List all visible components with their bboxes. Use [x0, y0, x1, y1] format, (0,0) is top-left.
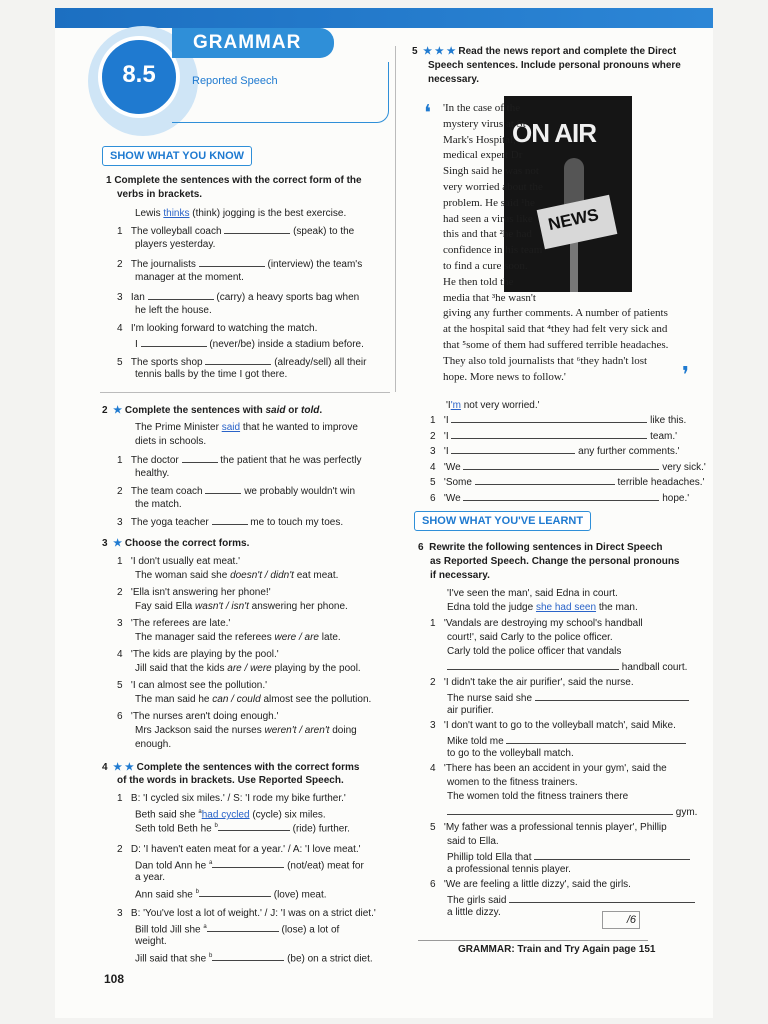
report-line: He then told the [443, 275, 514, 288]
report-line: confidence in his team [443, 244, 543, 257]
ex6-item-1-q2: court!', said Carly to the police officer. [447, 632, 613, 643]
ex6-item-2-l1: The nurse said she [447, 690, 689, 705]
blank[interactable] [182, 452, 218, 463]
section-show-what-you-know: SHOW WHAT YOU KNOW [102, 146, 252, 166]
blank[interactable] [212, 514, 248, 525]
ex5-title: 5 ★ ★ ★ Read the news report and complete the Direct [412, 46, 677, 57]
ex4-item-1-line2: Seth told Beth he $^b$ (ride) further. [135, 820, 350, 835]
section-divider [100, 392, 390, 393]
report-line: medical expert Dr [443, 149, 523, 162]
ex3-item-5: The man said he can / could almost see the pollution. [135, 694, 372, 705]
ex2-example-cont: diets in schools. [135, 436, 207, 447]
blank[interactable] [205, 483, 241, 494]
ex3-item-2-quote: 2 'Ella isn't answering her phone!' [117, 587, 271, 598]
blank[interactable] [148, 289, 214, 300]
ex6-item-5-q2: said to Ella. [447, 836, 499, 847]
ex5-item: 6 'We hope.' [430, 490, 708, 505]
ex6-item-6-q1: 6 'We are feeling a little dizzy', said the girls. [430, 879, 631, 890]
ex6-example: Edna told the judge she had seen the man. [447, 602, 638, 613]
ex5-item: 2 'I team.' [430, 428, 708, 443]
ex4-item-2-line2: Ann said she $^b$ (love) meat. [135, 886, 327, 901]
ex6-title-2: as Reported Speech. Change the personal pronouns [430, 556, 680, 567]
ex1-item-4-cont: I (never/be) inside a stadium before. [135, 336, 364, 351]
ex6-item-3-q1: 3 'I don't want to go to the volleyball match', said Mike. [430, 720, 676, 731]
blank[interactable] [212, 857, 284, 868]
ex1-item-2: 2 The journalists (interview) the team's [117, 256, 362, 271]
blank[interactable] [447, 804, 673, 815]
blank[interactable] [535, 690, 689, 701]
blank[interactable] [509, 892, 695, 903]
ex4-item-3-line1: Bill told Jill she $^a$ (lose) a lot of [135, 921, 339, 936]
report-line: problem. He said ¹he [443, 196, 535, 209]
ex2-title: 2 ★ Complete the sentences with said or told. [102, 405, 323, 416]
page-title: GRAMMAR [193, 32, 302, 53]
footer-divider [418, 940, 648, 941]
ex4-item-3-quote: 3 B: 'You've lost a lot of weight.' / J: 'I was on a strict diet.' [117, 908, 376, 919]
ex6-item-6-l1: The girls said [447, 892, 695, 907]
column-divider [395, 46, 396, 392]
ex1-item-3: 3 Ian (carry) a heavy sports bag when [117, 289, 359, 304]
report-line: media that ³he wasn't [443, 291, 536, 304]
blank[interactable] [218, 820, 290, 831]
ex4-item-2-line1: Dan told Ann he $^a$ (not/eat) meat for [135, 857, 364, 872]
ex5-item: 3 'I any further comments.' [430, 443, 708, 458]
ex3-title: 3 ★ Choose the correct forms. [102, 538, 250, 549]
report-line: 'In the case of the [443, 102, 521, 114]
report-line: Mark's Hospital, [443, 133, 516, 146]
blank[interactable] [463, 490, 659, 501]
blank[interactable] [451, 428, 647, 439]
blank[interactable] [199, 886, 271, 897]
score-box[interactable]: /6 [602, 911, 640, 929]
ex3-item-5-quote: 5 'I can almost see the pollution.' [117, 680, 268, 691]
blank[interactable] [506, 733, 686, 744]
ex2-example: The Prime Minister said that he wanted to improve [135, 422, 358, 433]
ex6-item-4-q2: women to the fitness trainers. [447, 777, 578, 788]
footer-reference: GRAMMAR: Train and Try Again page 151 [458, 944, 656, 955]
ex1-item-1-cont: players yesterday. [135, 239, 216, 250]
ex3-item-6-cont: enough. [135, 739, 172, 750]
blank[interactable] [224, 223, 290, 234]
blank[interactable] [141, 336, 207, 347]
report-line: this and that ²he had [443, 228, 532, 241]
section-show-what-youve-learnt: SHOW WHAT YOU'VE LEARNT [414, 511, 591, 531]
ex5-item: 4 'We very sick.' [430, 459, 708, 474]
choice[interactable]: are / were [227, 663, 272, 674]
top-color-bar [55, 8, 713, 28]
blank[interactable] [447, 659, 619, 670]
ex6-item-5-l2: a professional tennis player. [447, 864, 571, 875]
ex3-item-3: The manager said the referees were / are late. [135, 632, 341, 643]
ex2-item-1-cont: healthy. [135, 468, 170, 479]
choice[interactable]: wasn't / isn't [195, 601, 249, 612]
ex6-item-6-l2: a little dizzy. [447, 907, 501, 918]
page-number: 108 [104, 972, 125, 986]
ex6-item-5-l1: Phillip told Ella that [447, 849, 690, 864]
ex3-item-1-quote: 1 'I don't usually eat meat.' [117, 556, 241, 567]
ex3-item-6: Mrs Jackson said the nurses weren't / aren't doing [135, 725, 357, 736]
ex3-item-4-quote: 4 'The kids are playing by the pool.' [117, 649, 279, 660]
report-line: Singh said he was not [443, 165, 539, 178]
report-line: They also told journalists that ⁶they hadn't lost [443, 354, 648, 367]
ex6-item-3-l2: to go to the volleyball match. [447, 748, 574, 759]
blank[interactable] [534, 849, 690, 860]
ex5-item: 5 'Some terrible headaches.' [430, 474, 708, 489]
ex2-item-3: 3 The yoga teacher me to touch my toes. [117, 514, 343, 529]
ex3-item-3-quote: 3 'The referees are late.' [117, 618, 231, 629]
report-line: mystery virus at St [443, 117, 526, 130]
ex6-item-3-l1: Mike told me [447, 733, 686, 748]
ex4-item-2-cont: a year. [135, 872, 166, 883]
ex2-item-2-cont: the match. [135, 499, 182, 510]
ex1-item-3-cont: he left the house. [135, 305, 212, 316]
report-line: very worried about the [443, 181, 543, 193]
choice[interactable]: doesn't / didn't [230, 570, 294, 581]
ex1-item-1: 1 The volleyball coach (speak) to the [117, 223, 354, 238]
ex1-example: Lewis thinks (think) jogging is the best exercise. [135, 208, 347, 219]
ex4-item-3-line2: Jill said that she $^b$ (be) on a strict diet. [135, 950, 373, 965]
report-line: that ⁵some of them had suffered terrible headaches. [443, 339, 669, 351]
ex4-item-2-quote: 2 D: 'I haven't eaten meat for a year.' / A: 'I love meat.' [117, 844, 361, 855]
choice[interactable]: weren't / aren't [264, 725, 330, 736]
poster-news-text: NEWS [546, 204, 601, 235]
ex1-title-2: verbs in brackets. [117, 189, 203, 200]
blank[interactable] [451, 412, 647, 423]
ex3-item-6-quote: 6 'The nurses aren't doing enough.' [117, 711, 279, 722]
mic-stand [570, 236, 578, 292]
page-subtitle: Reported Speech [192, 75, 278, 87]
ex4-item-1-line1: Beth said she $^a$had cycled (cycle) six miles. [135, 809, 326, 821]
poster-on-air-text: ON AIR [512, 118, 597, 148]
report-line: to find a cure soon. [443, 260, 528, 272]
ex3-item-4: Jill said that the kids are / were playing by the pool. [135, 663, 361, 674]
report-line: hope. More news to follow.' [443, 370, 566, 383]
blank[interactable] [212, 950, 284, 961]
ex4-item-3-cont: weight. [135, 936, 167, 947]
ex6-item-1-l1: Carly told the police officer that vandals [447, 646, 622, 657]
ex4-title-2: of the words in brackets. Use Reported Speech. [117, 775, 344, 786]
ex5-title-3: necessary. [428, 74, 479, 85]
ex6-item-2-l2: air purifier. [447, 705, 494, 716]
ex1-item-5-cont: tennis balls by the time I got there. [135, 369, 288, 380]
ex6-item-1-q1: 1 'Vandals are destroying my school's handball [430, 618, 643, 629]
ex6-example-quote: 'I've seen the man', said Edna in court. [447, 588, 618, 599]
ex6-title: 6 Rewrite the following sentences in Direct Speech [418, 542, 663, 553]
blank[interactable] [205, 354, 271, 365]
unit-number: 8.5 [122, 61, 156, 88]
ex3-item-2: Fay said Ella wasn't / isn't answering her phone. [135, 601, 348, 612]
report-line: giving any further comments. A number of patients [443, 307, 668, 320]
ex5-example: 'I'm not very worried.' [446, 400, 540, 411]
ex2-item-2: 2 The team coach we probably wouldn't win [117, 483, 355, 498]
open-quote-mark: ❛ [424, 100, 432, 125]
ex1-item-4: 4 I'm looking forward to watching the match. [117, 323, 318, 334]
blank[interactable] [451, 443, 575, 454]
report-line: at the hospital said that ⁴they had felt very sick and [443, 323, 668, 336]
ex6-item-4-q1: 4 'There has been an accident in your gym', said the [430, 763, 667, 774]
ex6-item-4-l1: The women told the fitness trainers there [447, 791, 629, 802]
ex5-title-2: Speech sentences. Include personal pronouns where [428, 60, 681, 71]
report-line: had seen a virus like [443, 212, 533, 225]
ex4-item-1-quote: 1 B: 'I cycled six miles.' / S: 'I rode my bike further.' [117, 793, 346, 804]
ex6-item-1-l2: handball court. [447, 659, 687, 674]
ex6-title-3: if necessary. [430, 570, 490, 581]
ex6-item-2-q1: 2 'I didn't take the air purifier', said the nurse. [430, 677, 634, 688]
ex3-item-1: The woman said she doesn't / didn't eat meat. [135, 570, 339, 581]
ex6-item-5-q1: 5 'My father was a professional tennis player', Phillip [430, 822, 667, 833]
blank[interactable] [463, 459, 659, 470]
blank[interactable] [207, 921, 279, 932]
ex1-title: 1 Complete the sentences with the correct form of the [106, 175, 362, 186]
ex1-item-2-cont: manager at the moment. [135, 272, 244, 283]
header-frame [172, 62, 389, 123]
ex4-title: 4 ★ ★ Complete the sentences with the correct forms [102, 762, 360, 773]
blank[interactable] [475, 474, 615, 485]
choice[interactable]: were / are [274, 632, 319, 643]
close-quote-mark: ❜ [682, 362, 690, 387]
choice[interactable]: can / could [212, 694, 261, 705]
ex5-item: 1 'I like this. [430, 412, 708, 427]
blank[interactable] [199, 256, 265, 267]
ex2-item-1: 1 The doctor the patient that he was perfectly [117, 452, 361, 467]
ex6-item-4-l2: gym. [447, 804, 697, 819]
ex1-item-5: 5 The sports shop (already/sell) all their [117, 354, 366, 369]
